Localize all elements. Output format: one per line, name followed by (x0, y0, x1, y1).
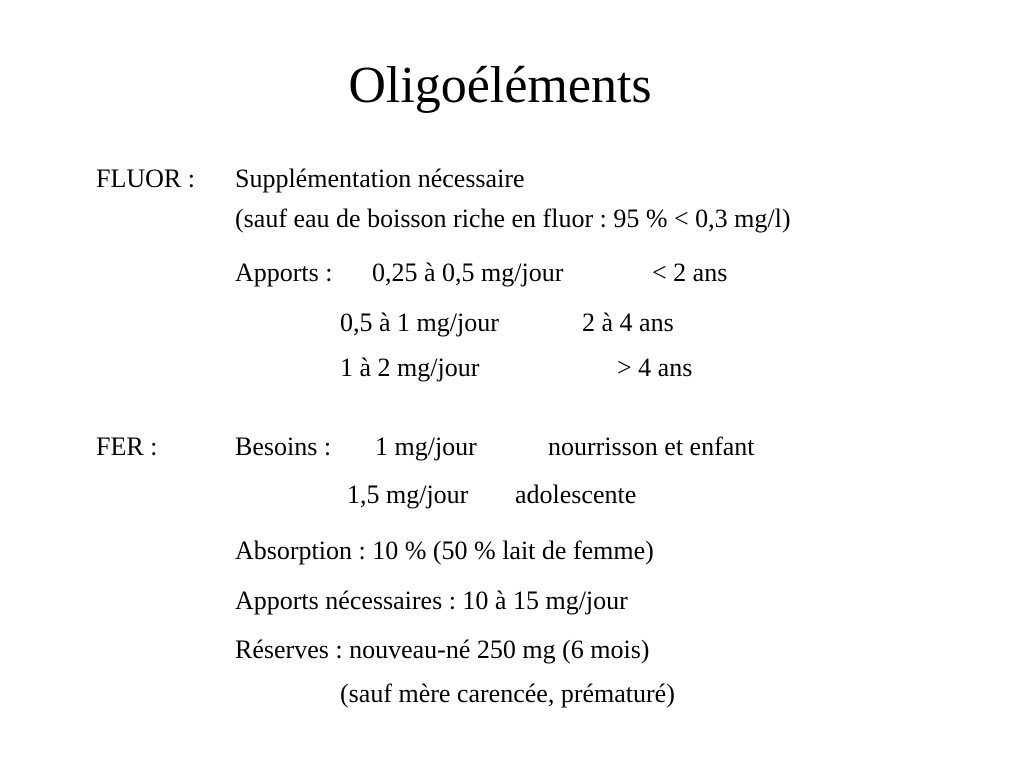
fer-apports: Apports nécessaires : 10 à 15 mg/jour (235, 586, 628, 615)
fluor-apports-dose-3: 1 à 2 mg/jour (340, 353, 480, 382)
fluor-line1: Supplémentation nécessaire (235, 164, 525, 193)
fluor-apports-label: Apports : (235, 258, 333, 287)
slide-title: Oligoéléments (348, 57, 652, 114)
fer-reserves: Réserves : nouveau-né 250 mg (6 mois) (235, 635, 650, 664)
fluor-line2: (sauf eau de boisson riche en fluor : 95 % < 0,3 mg/l) (235, 204, 791, 233)
fer-absorption: Absorption : 10 % (50 % lait de femme) (235, 536, 654, 565)
fer-besoins-dose-1: 1 mg/jour (375, 432, 477, 461)
fluor-apports-age-1: < 2 ans (652, 258, 728, 287)
fer-besoins-who-1: nourrisson et enfant (548, 432, 755, 461)
fer-besoins-label: Besoins : (235, 432, 332, 461)
fer-label: FER : (96, 432, 158, 461)
fer-reserves-note: (sauf mère carencée, prématuré) (340, 679, 675, 708)
fer-besoins-who-2: adolescente (515, 480, 637, 509)
fluor-apports-age-3: > 4 ans (617, 353, 693, 382)
fluor-apports-age-2: 2 à 4 ans (582, 308, 674, 337)
fer-besoins-dose-2: 1,5 mg/jour (347, 480, 469, 509)
fluor-apports-dose-1: 0,25 à 0,5 mg/jour (372, 258, 564, 287)
fluor-label: FLUOR : (96, 164, 195, 193)
fluor-apports-dose-2: 0,5 à 1 mg/jour (340, 308, 499, 337)
